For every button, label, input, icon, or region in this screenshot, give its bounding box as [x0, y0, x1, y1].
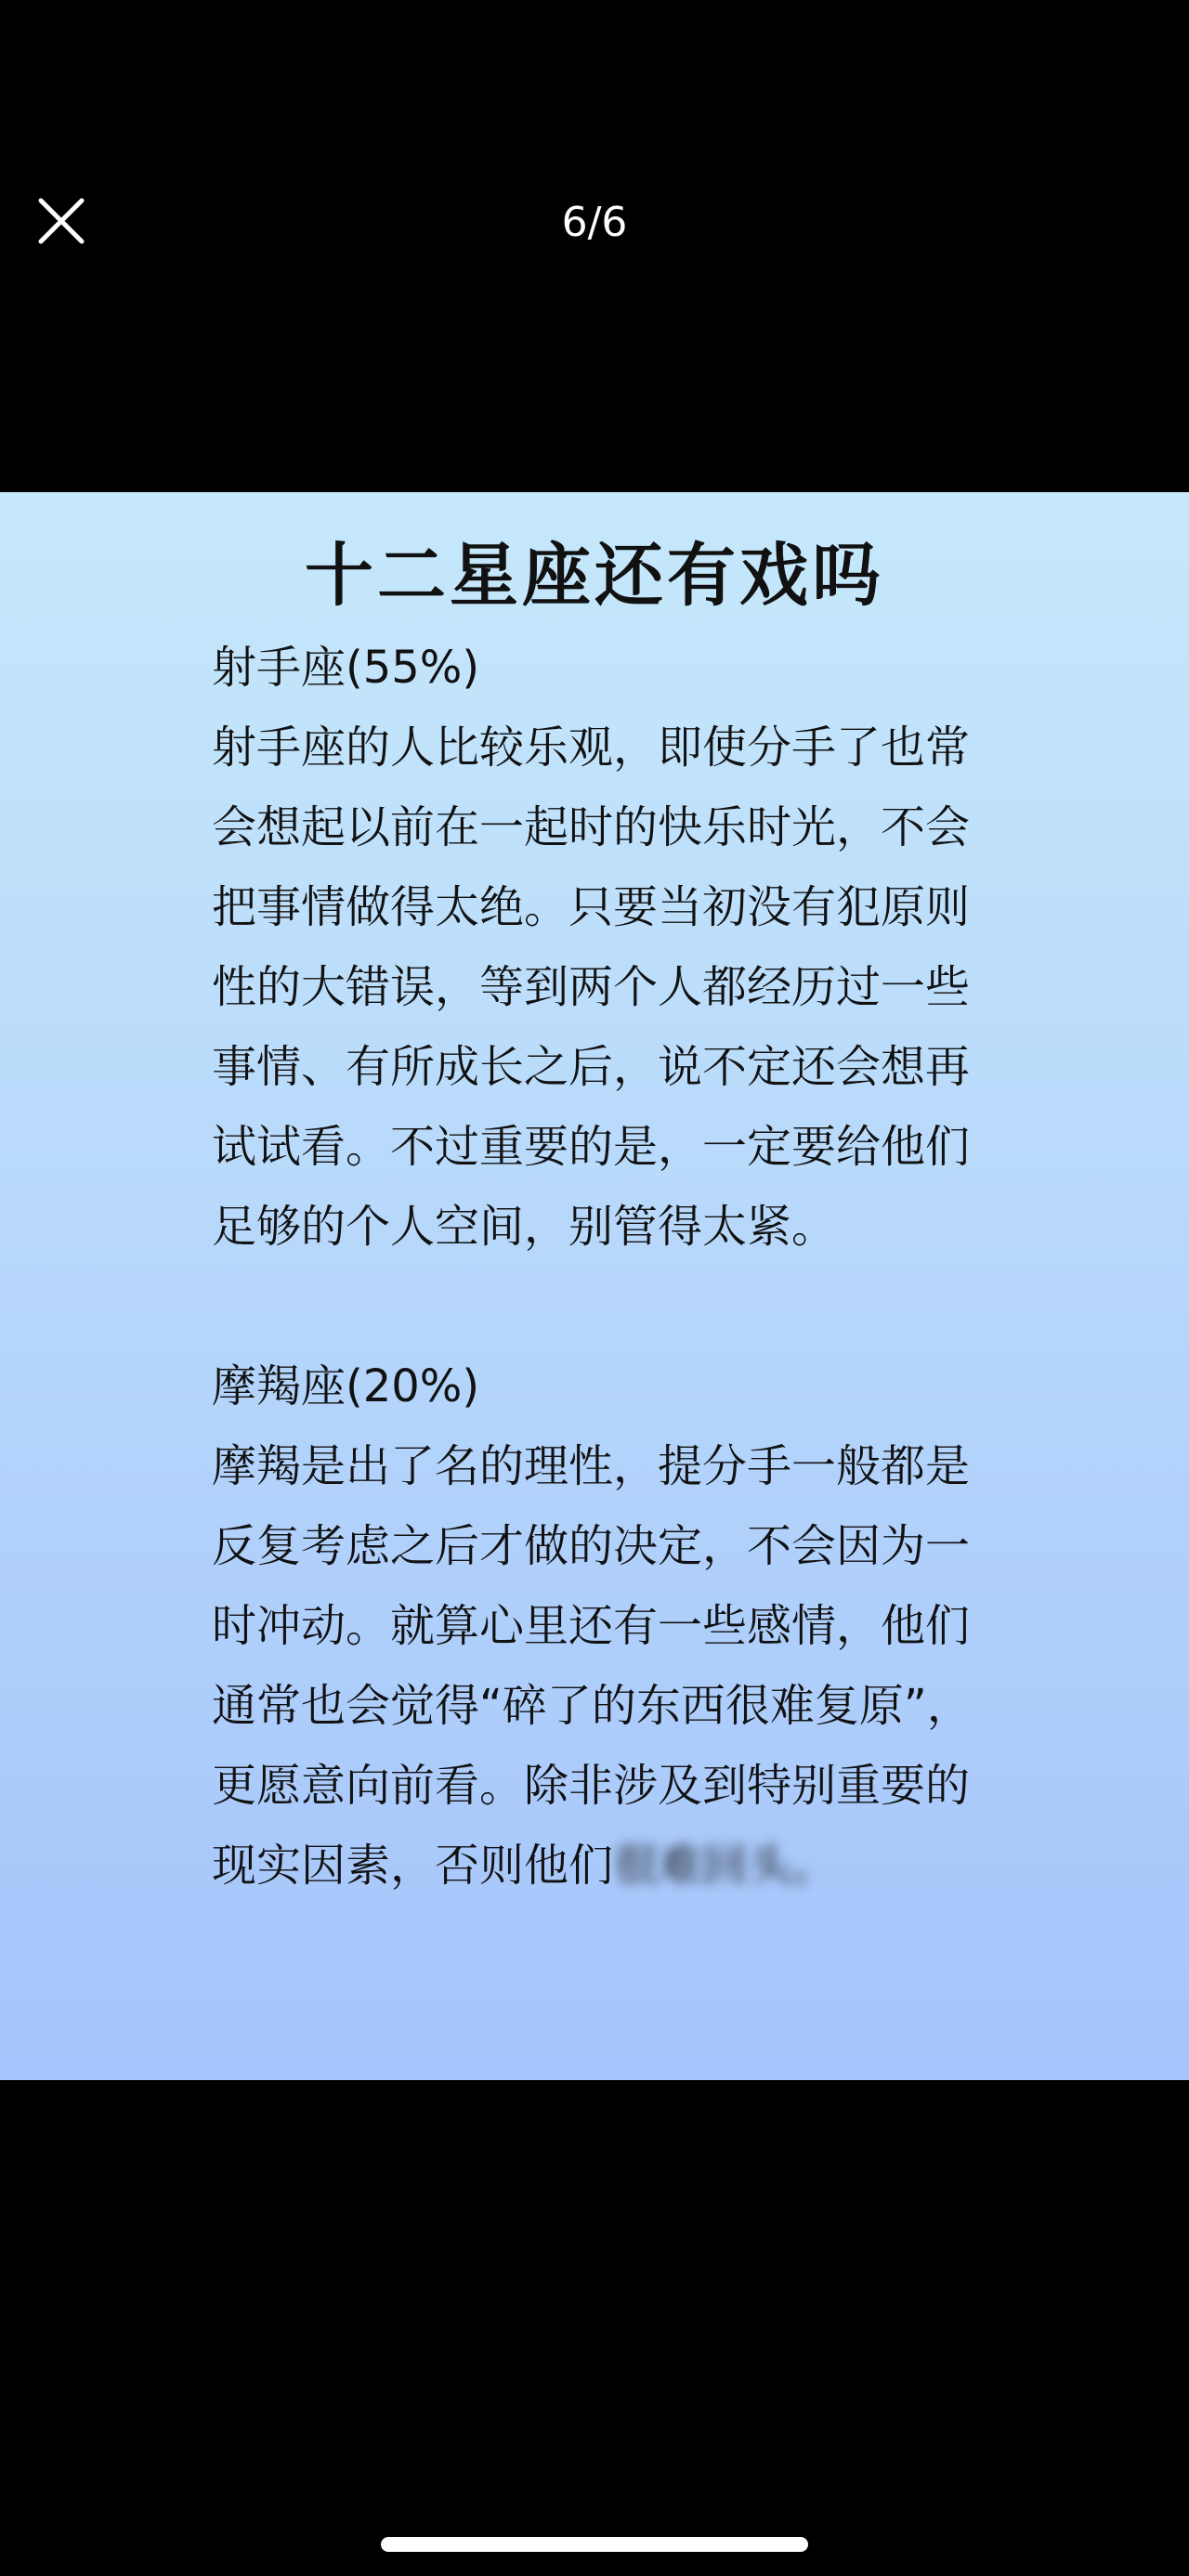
blurred-text: 很难回头。 [613, 1840, 837, 1892]
section-body-capricorn-text: 摩羯是出了名的理性，提分手一般都是反复考虑之后才做的决定，不会因为一时冲动。就算心里还有一些感情，他们通常也会觉得“碎了的东西很难复原”，更愿意向前看。除非涉及到特别重要的现实因素，否则他们 [212, 1440, 972, 1892]
image-text-content [212, 628, 1011, 1906]
page-counter: 6/6 [561, 199, 628, 246]
image-title: 十二星座还有戏吗 [305, 536, 884, 616]
section-body-sagittarius: 射手座的人比较乐观，即使分手了也常会想起以前在一起时的快乐时光，不会把事情做得太绝。只要当初没有犯原则性的大错误，等到两个人都经历过一些事情、有所成长之后，说不定还会想再试试看。不过重要的是，一定要给他们足够的个人空间，别管得太紧。 [212, 722, 971, 1253]
home-indicator[interactable] [381, 2537, 808, 2552]
section-heading-sagittarius: 射手座(55%) [212, 642, 480, 694]
viewer-top-bar [0, 0, 1189, 492]
section-body-capricorn [212, 1426, 1011, 1906]
image-panel[interactable] [0, 492, 1189, 2080]
viewer-bottom-bar [0, 2080, 1189, 2576]
section-heading-capricorn: 摩羯座(20%) [212, 1360, 480, 1412]
section-divider-space [212, 1267, 1011, 1347]
